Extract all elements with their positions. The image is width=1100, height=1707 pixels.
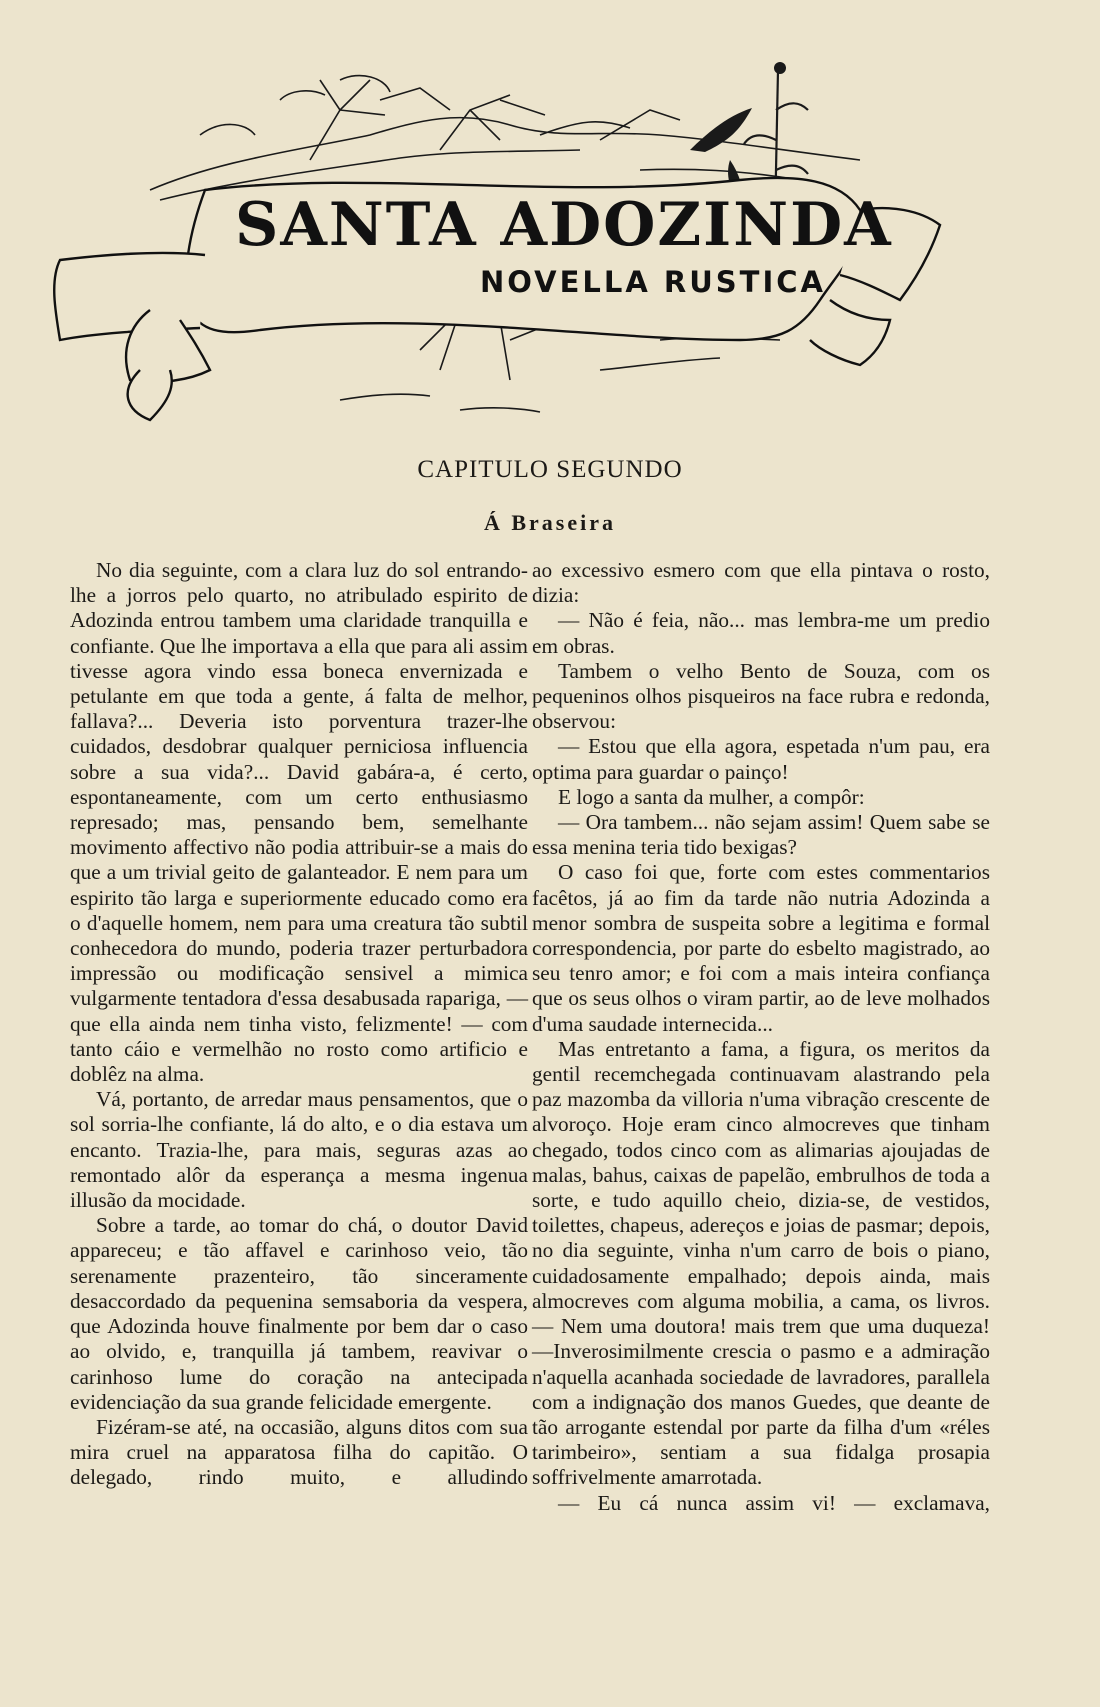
header-subtitle: NOVELLA RUSTICA	[480, 265, 826, 299]
flower-icon	[774, 62, 786, 74]
paragraph: No dia seguinte, com a clara luz do sol entrando-lhe a jorros pelo quarto, no atribulado espirito de Adozinda entrou tambem uma claridade tranquilla e confiante. Que lhe importava a ella que para ali assim tivesse agora vindo essa boneca envernizada e petulante em que toda a gente, á falta de melhor, fallava?... Deveria isto porventura trazer-lhe cuidados, desdobrar qualquer perniciosa influencia sobre a sua vida?... David gabára-a, é certo, espontaneamente, com um certo enthusiasmo represado; mas, pensando bem, semelhante movimento affectivo não podia attribuir-se a mais do que a um trivial geito de galanteador. E nem para um espirito tão larga e superiormente educado como era o d'aquelle homem, nem para uma creatura tão subtil conhecedora do mundo, poderia trazer perturbadora impressão ou modificação sensivel a mimica vulgarmente tentadora d'essa desabusada rapariga, — que ella ainda nem tinha visto, felizmente! — com tanto cáio e vermelhão no rosto como artificio e doblêz na alma.	[70, 558, 528, 1087]
paragraph: Mas entretanto a fama, a figura, os meritos da gentil recemchegada continuavam alastrando pela paz mazomba da villoria n'uma vibração crescente de alvoroço. Hoje eram cinco almocreves que tinham chegado, todos cinco com as alimarias ajoujadas de malas, bahus, caixas de papelão, embrulhos de toda a sorte, e tudo aquillo cheio, dizia-se, de vestidos, toilettes, chapeus, adereços e joias de pasmar; depois, no dia seguinte, vinha n'um carro de bois o piano, cuidadosamente empalhado; depois ainda, mais almocreves com alguma mobilia, a cama, os livros. — Nem uma doutora! mais trem que uma duqueza! —Inverosimilmente crescia o pasmo e a admiração n'aquella acanhada sociedade de lavradores, parallela com a indignação dos manos Guedes, que deante de tão arrogante estendal por parte da filha d'um «réles tarimbeiro», sentiam a sua fidalga prosapia soffrivelmente amarrotada.	[532, 1036, 990, 1490]
text-column-left	[70, 558, 528, 1491]
header-illustration	[40, 40, 1060, 450]
paragraph: — Eu cá nunca assim vi! — exclamava,	[558, 1490, 990, 1515]
paragraph: O caso foi que, forte com estes commentarios facêtos, já ao fim da tarde não nutria Adozinda a menor sombra de suspeita sobre a legitima e formal correspondencia, por parte do esbelto magistrado, ao seu tenro amor; e foi com a mais inteira confiança que os seus olhos o viram partir, ao de leve molhados d'uma saudade internecida...	[532, 860, 990, 1036]
paragraph: — Ora tambem... não sejam assim! Quem sabe se essa menina teria tido bexigas?	[532, 810, 990, 860]
text-column-right	[532, 558, 990, 1516]
section-title: Á Braseira	[483, 510, 617, 535]
header-title: SANTA ADOZINDA	[235, 190, 893, 260]
chapter-heading: CAPITULO SEGUNDO	[417, 456, 683, 483]
paragraph: ao excessivo esmero com que ella pintava o rosto, dizia:	[532, 558, 990, 608]
paragraph: Sobre a tarde, ao tomar do chá, o doutor David appareceu; e tão affavel e carinhoso veio, tão serenamente prazenteiro, tão sinceramente desaccordado da pequenina semsaboria da vespera, que Adozinda houve finalmente por bem dar o caso ao olvido, e, tranquilla já tambem, reavivar o carinhoso lume do coração na antecipada evidenciação da sua grande felicidade emergente.	[70, 1213, 528, 1414]
paragraph: E logo a santa da mulher, a compôr:	[558, 784, 865, 809]
paragraph: Fizéram-se até, na occasião, alguns ditos com sua mira cruel na apparatosa filha do capitão. O delegado, rindo muito, e alludindo	[70, 1414, 528, 1490]
paragraph: Vá, portanto, de arredar maus pensamentos, que o sol sorria-lhe confiante, lá do alto, e o dia estava um encanto. Trazia-lhe, para mais, seguras azas ao remontado alôr da esperança a mesma ingenua illusão da mocidade.	[70, 1087, 528, 1213]
paragraph: — Não é feia, não... mas lembra-me um predio em obras.	[532, 608, 990, 658]
paragraph: — Estou que ella agora, espetada n'um pau, era optima para guardar o painço!	[532, 734, 990, 784]
paragraph: Tambem o velho Bento de Souza, com os pequeninos olhos pisqueiros na face rubra e redonda, observou:	[532, 658, 990, 734]
